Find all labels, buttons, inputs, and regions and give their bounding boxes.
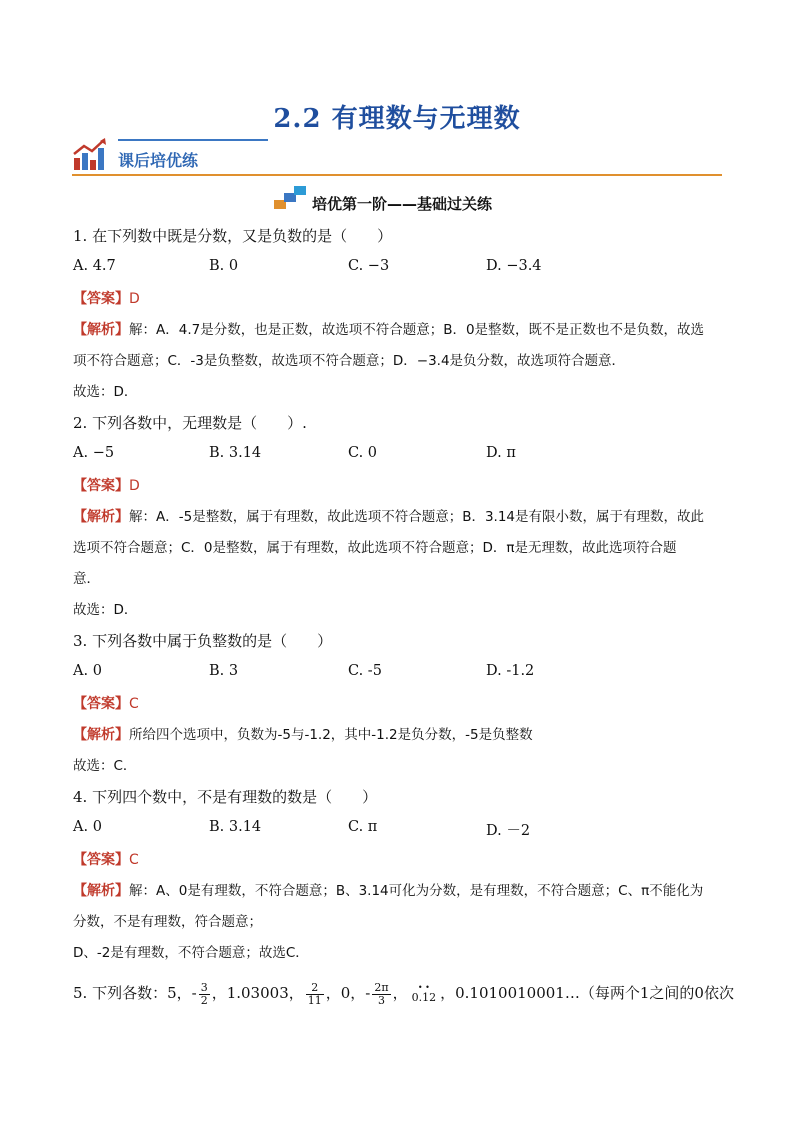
repeating-decimal: • • 0.12 <box>411 983 437 1004</box>
q2-conclusion: 故选：D． <box>73 602 138 618</box>
q3-answer <box>73 694 733 714</box>
stairs-icon <box>274 186 308 210</box>
section-banner <box>72 136 722 180</box>
q3-option-a: A. 0 <box>73 663 102 679</box>
banner-rule <box>72 174 722 176</box>
question-2-stem: 2. 下列各数中，无理数是（ ）. <box>73 414 307 432</box>
q3-option-d: D. -1.2 <box>486 663 535 679</box>
banner-top-line <box>118 139 268 141</box>
q4-option-a: A. 0 <box>73 819 102 835</box>
q2-explain-1: 【解析】解：A．-5是整数，属于有理数，故此选项不符合题意；B．3.14是有限小数，属于有理数，故此 <box>73 509 705 525</box>
q2-option-b: B. 3.14 <box>209 445 262 461</box>
q1-option-d: D. −3.4 <box>486 258 542 274</box>
question-5-stem: 5. 下列各数：5，- $\frac{3}{2}$ ，1.03003， $\frac{2}{11}$ ，0，- $\frac{2\pi}{3}$ ， • • 0.12 ，0.1010010001…（每两个1之间的0依次 <box>73 980 734 1007</box>
q4-option-d: D. －2 <box>486 823 531 839</box>
answer-tag: 【答案】 <box>73 852 129 868</box>
fraction: $\frac{3}{2}$ <box>200 980 208 1007</box>
q1-option-b: B. 0 <box>209 258 239 274</box>
q1-explain-1: 【解析】解：A．4.7是分数，也是正数，故选项不符合题意；B．0是整数，既不是正数也不是负数，故选 <box>73 322 705 338</box>
answer-tag: 【答案】 <box>73 696 129 712</box>
q1-conclusion: 故选：D． <box>73 384 138 400</box>
q2-answer <box>73 476 733 496</box>
explain-tag: 【解析】 <box>73 509 129 525</box>
answer-value: D <box>129 478 140 494</box>
question-4-stem: 4. 下列四个数中，不是有理数的数是（ ） <box>73 788 378 806</box>
q3-explain-1: 【解析】所给四个选项中，负数为-5与-1.2，其中-1.2是负分数，-5是负整数 <box>73 727 533 743</box>
q3-option-c: C. -5 <box>348 663 382 679</box>
answer-value: D <box>129 291 140 307</box>
explain-tag: 【解析】 <box>73 883 129 899</box>
q1-answer <box>73 289 733 309</box>
answer-tag: 【答案】 <box>73 478 129 494</box>
q1-explain-2: 项不符合题意；C．-3是负整数，故选项不符合题意；D．−3.4是负分数，故选项符合题意． <box>73 353 626 369</box>
q2-option-a: A. −5 <box>73 445 115 461</box>
q2-explain-2: 选项不符合题意；C．0是整数，属于有理数，故此选项不符合题意；D．π是无理数，故此选项符合题 <box>73 540 677 556</box>
q2-explain-3: 意． <box>73 571 100 587</box>
q3-option-b: B. 3 <box>209 663 239 679</box>
answer-tag: 【答案】 <box>73 291 129 307</box>
q4-explain-2: 分数，不是有理数，符合题意； <box>73 914 262 930</box>
q1-option-c: C. −3 <box>348 258 390 274</box>
q3-conclusion: 故选：C． <box>73 758 137 774</box>
explain-tag: 【解析】 <box>73 727 129 743</box>
question-1-stem: 1. 在下列数中既是分数，又是负数的是（ ） <box>73 227 393 245</box>
question-3-stem: 3. 下列各数中属于负整数的是（ ） <box>73 632 333 650</box>
q4-option-c: C. π <box>348 819 378 835</box>
section-title: 培优第一阶——基础过关练 <box>312 195 493 213</box>
answer-value: C <box>129 852 139 868</box>
answer-value: C <box>129 696 139 712</box>
explain-tag: 【解析】 <box>73 322 129 338</box>
banner-label: 课后培优练 <box>118 151 199 170</box>
fraction: $\frac{2}{11}$ <box>307 980 322 1007</box>
section-heading <box>0 186 794 216</box>
q4-explain-1: 【解析】解：A、0是有理数，不符合题意；B、3.14可化为分数，是有理数，不符合题意；C、π不能化为 <box>73 883 704 899</box>
page-title: 2.2 有理数与无理数 <box>273 104 521 134</box>
q4-explain-3: D、-2是有理数，不符合题意；故选C． <box>73 945 309 961</box>
q1-option-a: A. 4.7 <box>73 258 116 274</box>
q2-option-d: D. π <box>486 445 516 461</box>
q4-option-b: B. 3.14 <box>209 819 262 835</box>
q4-answer <box>73 850 733 870</box>
rising-chart-icon <box>72 138 108 172</box>
q2-option-c: C. 0 <box>348 445 378 461</box>
fraction: $\frac{2\pi}{3}$ <box>374 980 389 1007</box>
